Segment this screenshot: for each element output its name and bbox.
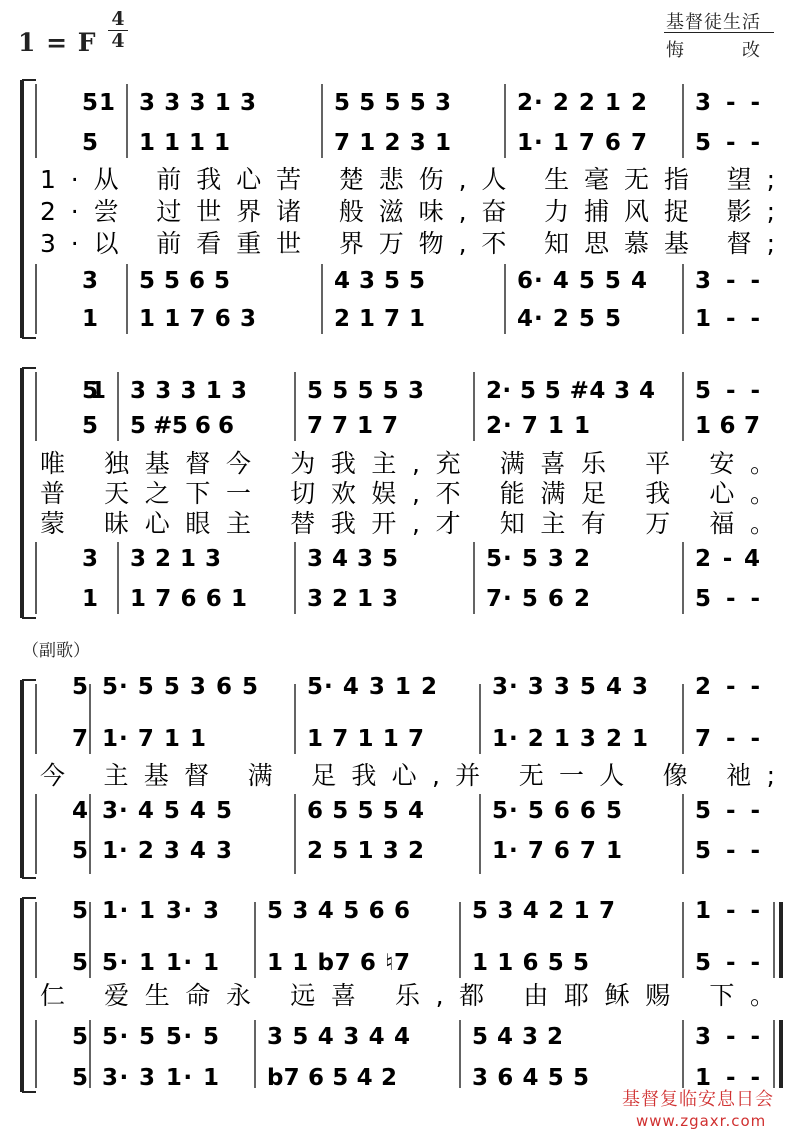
notation-measure: 1 - - <box>695 898 760 924</box>
notation-measure: 1 1 6 5 5 <box>472 950 589 976</box>
notation-measure: 1 1 1 1 <box>139 130 230 156</box>
notation-measure: 7 <box>72 726 89 752</box>
notation-measure: 5 <box>82 130 99 156</box>
notation-measure: 2· 2 2 1 2 <box>517 90 647 116</box>
notation-measure: 3 6 4 5 5 <box>472 1065 589 1091</box>
notation-measure: 5· 5 5· 5 <box>102 1024 219 1050</box>
notation-measure: 5 <box>72 1024 89 1050</box>
notation-measure: 4 3 5 5 <box>334 268 425 294</box>
notation-measure: 4· 2 5 5 <box>517 306 621 332</box>
notation-measure: 5 <box>72 1065 89 1091</box>
lyric-line: 1·从 前我心苦 楚悲伤,人 生毫无指 望; <box>40 165 775 194</box>
notation-measure: 4 <box>72 798 89 824</box>
notation-measure: b7 6 5 4 2 <box>267 1065 397 1091</box>
notation-measure: 5 #5 6 6 <box>130 413 234 439</box>
notation-measure: 1· 2 3 4 3 <box>102 838 232 864</box>
notation-measure: 1 - - <box>695 306 760 332</box>
notation-measure: 1 7 1 1 7 <box>307 726 424 752</box>
notation-measure: 3 3 3 1 3 <box>130 378 247 404</box>
notation-measure: 3 5 4 3 4 4 <box>267 1024 410 1050</box>
key-signature: 1 = F <box>18 28 97 57</box>
notation-measure: 5 <box>72 838 89 864</box>
notation-measure: 1· 1 3· 3 <box>102 898 219 924</box>
notation-measure: 2 1 7 1 <box>334 306 425 332</box>
lyric-line: 2·尝 过世界诸 般滋味,奋 力捕风捉 影; <box>40 197 775 226</box>
notation-measure: 5 - - <box>695 130 760 156</box>
notation-measure: 1 6 7 <box>695 413 760 439</box>
notation-measure: 5 5 5 5 3 <box>334 90 451 116</box>
notation-measure: 7 7 1 7 <box>307 413 398 439</box>
notation-measure: 1 1 b7 6 ♮7 <box>267 950 410 976</box>
lyric-line: 唯 独基督今 为我主,充 满喜乐 平 安。 <box>40 449 775 478</box>
lyric-line: 蒙 昧心眼主 替我开,才 知主有 万 福。 <box>40 509 775 538</box>
notation-measure: 3 <box>82 268 99 294</box>
notation-measure: 1 - - <box>695 1065 760 1091</box>
notation-measure: 1· 1 7 6 7 <box>517 130 647 156</box>
notation-measure: 5 - - <box>695 950 760 976</box>
notation-measure: 3 3 3 1 3 <box>139 90 256 116</box>
notation-measure: 5· 1 1· 1 <box>102 950 219 976</box>
notation-measure: 3· 4 5 4 5 <box>102 798 232 824</box>
notation-measure: 3 <box>82 546 99 572</box>
notation-measure: 5 1 <box>82 378 106 404</box>
notation-measure: 1 <box>82 586 99 612</box>
notation-measure: 5· 4 3 1 2 <box>307 674 437 700</box>
notation-measure: 5· 5 5 3 6 5 <box>102 674 258 700</box>
notation-measure: 3· 3 1· 1 <box>102 1065 219 1091</box>
notation-measure: 2 - 4 <box>695 546 760 572</box>
notation-measure: 6 5 5 5 4 <box>307 798 424 824</box>
watermark-url: www.zgaxr.com <box>636 1112 767 1130</box>
notation-measure: 7 - - <box>695 726 760 752</box>
notation-measure: 3 4 3 5 <box>307 546 398 572</box>
lyric-line: 仁 爱生命永 远喜 乐,都 由耶稣赐 下。 <box>40 981 775 1010</box>
notation-measure: 5 - - <box>695 378 760 404</box>
notation-measure: 1 <box>82 306 99 332</box>
notation-measure: 3 - - <box>695 268 760 294</box>
notation-measure: 7 1 2 3 1 <box>334 130 451 156</box>
notation-measure: 5 1 <box>82 90 115 116</box>
notation-measure: 5 3 4 2 1 7 <box>472 898 615 924</box>
notation-measure: 3 2 1 3 <box>307 586 398 612</box>
time-signature-bottom: 4 <box>111 30 125 52</box>
notation-measure: 2 - - <box>695 674 760 700</box>
notation-measure: 7· 5 6 2 <box>486 586 590 612</box>
arrangement-credit: 悔 改 <box>666 40 761 61</box>
notation-measure: 2· 7 1 1 <box>486 413 590 439</box>
notation-measure: 5 - - <box>695 586 760 612</box>
notation-measure: 5 5 6 5 <box>139 268 230 294</box>
time-signature-top: 4 <box>111 8 125 30</box>
notation-measure: 3 - - <box>695 90 760 116</box>
notation-measure: 5· 5 6 6 5 <box>492 798 622 824</box>
notation-measure: 5 5 5 5 3 <box>307 378 424 404</box>
notation-measure: 5· 5 3 2 <box>486 546 590 572</box>
notation-measure: 5 - - <box>695 838 760 864</box>
chorus-label: （副歌） <box>22 641 90 661</box>
notation-measure: 5 4 3 2 <box>472 1024 563 1050</box>
notation-measure: 5 <box>72 674 89 700</box>
notation-measure: 5 <box>72 898 89 924</box>
notation-measure: 5 - - <box>695 798 760 824</box>
notation-measure: 2 5 1 3 2 <box>307 838 424 864</box>
notation-measure: 1· 7 1 1 <box>102 726 206 752</box>
lyric-line: 3·以 前看重世 界万物,不 知思慕基 督; <box>40 229 775 258</box>
notation-measure: 6· 4 5 5 4 <box>517 268 647 294</box>
notation-measure: 1 1 7 6 3 <box>139 306 256 332</box>
notation-measure: 1· 2 1 3 2 1 <box>492 726 648 752</box>
notation-measure: 3 2 1 3 <box>130 546 221 572</box>
lyric-line: 今 主基督 满 足我心,并 无一人 像 祂; <box>40 761 775 790</box>
watermark-text: 基督复临安息日会 <box>622 1089 774 1110</box>
notation-measure: 5 3 4 5 6 6 <box>267 898 410 924</box>
lyric-line: 普 天之下一 切欢娱,不 能满足 我 心。 <box>40 479 775 508</box>
notation-measure: 1 7 6 6 1 <box>130 586 247 612</box>
source-credit: 基督徒生活 <box>666 12 761 33</box>
notation-measure: 3 - - <box>695 1024 760 1050</box>
notation-measure: 2· 5 5 #4 3 4 <box>486 378 655 404</box>
notation-measure: 3· 3 3 5 4 3 <box>492 674 648 700</box>
notation-measure: 5 <box>82 413 99 439</box>
notation-measure: 5 <box>72 950 89 976</box>
notation-measure: 1· 7 6 7 1 <box>492 838 622 864</box>
